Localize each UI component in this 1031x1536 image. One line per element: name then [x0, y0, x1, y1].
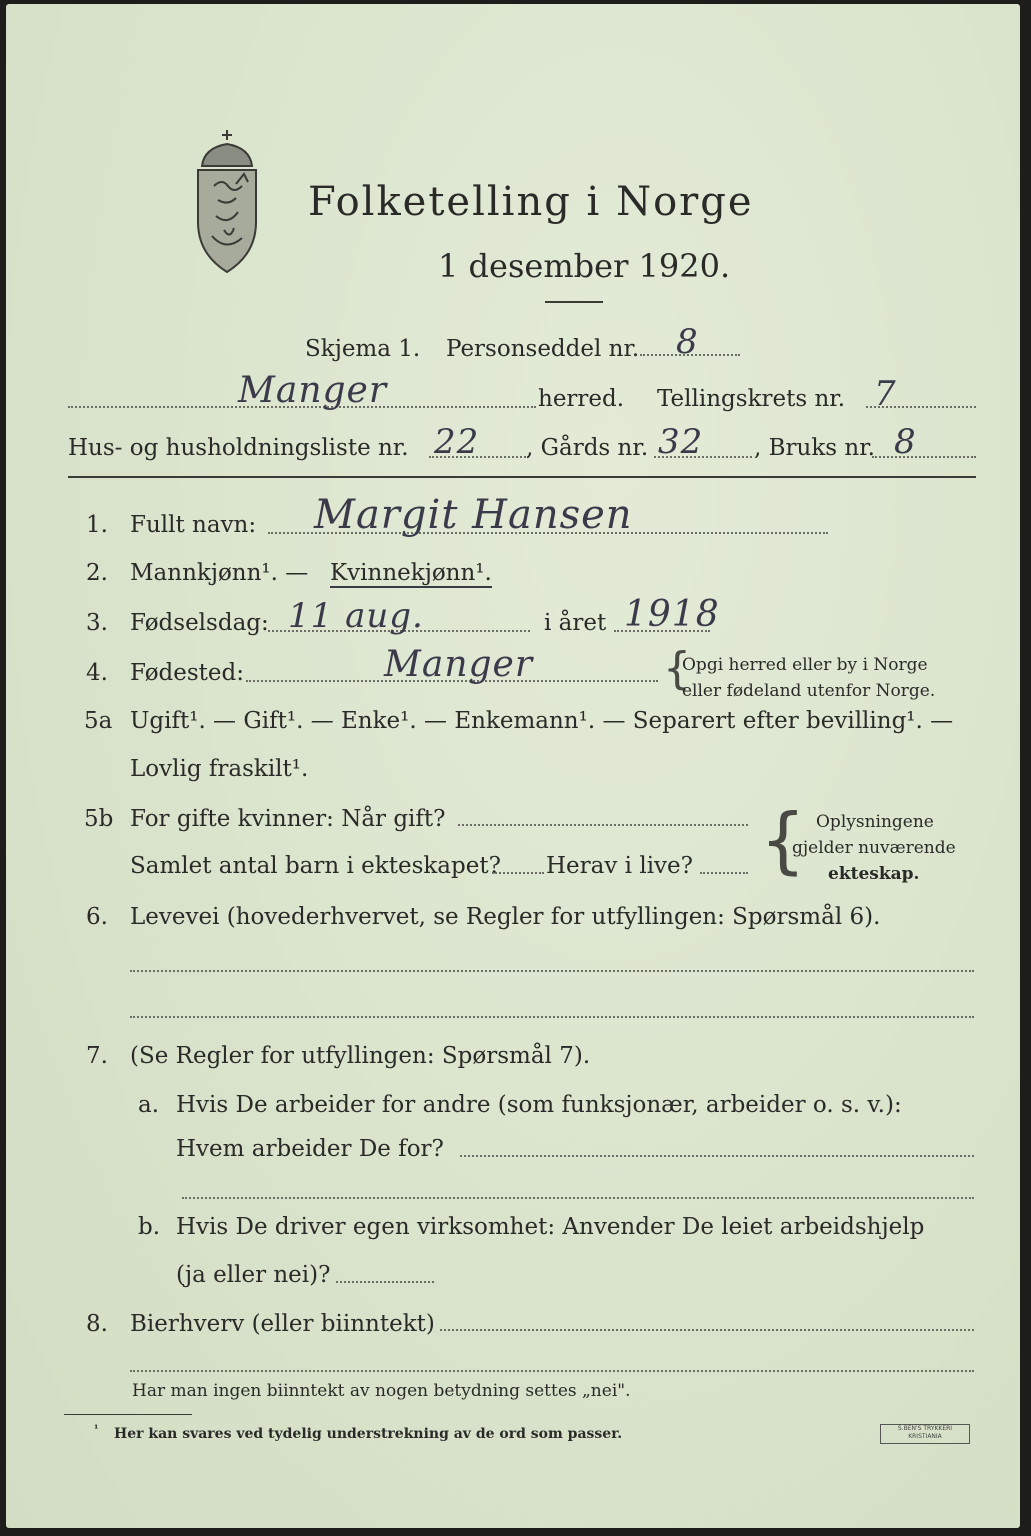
- no-income-note: Har man ingen biinntekt av nogen betydning settes „nei".: [132, 1381, 631, 1401]
- gards-value: 32: [658, 422, 704, 462]
- form-title: Folketelling i Norge: [308, 179, 754, 225]
- gards-label: , Gårds nr.: [526, 435, 649, 461]
- q5b-alive-label: Herav i live?: [546, 853, 693, 879]
- q4-note-brace: {: [663, 643, 691, 694]
- q2-number: 2.: [86, 560, 108, 586]
- q1-number: 1.: [86, 512, 108, 538]
- q6-line-2: [130, 1016, 974, 1018]
- q7a-line-2: [182, 1197, 974, 1199]
- q7b-line: [336, 1281, 434, 1283]
- q7a-label-2: Hvem arbeider De for?: [176, 1136, 444, 1162]
- q7-number: 7.: [86, 1043, 108, 1069]
- title-divider: [545, 301, 603, 303]
- q5b-note-line-3: ekteskap.: [828, 864, 920, 884]
- schema-label: Skjema 1.: [305, 336, 421, 362]
- q5a-number: 5a: [84, 708, 113, 734]
- footnote-text: Her kan svares ved tydelig understrekning av de ord som passer.: [114, 1426, 623, 1442]
- q2-female-option-underlined: Kvinnekjønn¹.: [330, 560, 492, 586]
- q5b-note-line-2: gjelder nuværende: [792, 838, 956, 858]
- q4-label: Fødested:: [130, 660, 245, 686]
- q5a-divorced-option: Lovlig fraskilt¹.: [130, 756, 309, 782]
- q6-label: Levevei (hovederhvervet, se Regler for utfyllingen: Spørsmål 6).: [130, 904, 881, 930]
- bruks-value: 8: [894, 422, 917, 462]
- q5b-note-brace: {: [760, 798, 806, 882]
- q7b-label-1: Hvis De driver egen virksomhet: Anvender De leiet arbeidshjelp: [176, 1214, 925, 1240]
- coat-of-arms-icon: [184, 126, 270, 276]
- q1-label: Fullt navn:: [130, 512, 257, 538]
- q5b-children-line: [492, 872, 544, 874]
- footnote-mark: ¹: [94, 1424, 99, 1435]
- q4-number: 4.: [86, 660, 108, 686]
- tellingskrets-value: 7: [874, 374, 897, 414]
- q1-full-name: Margit Hansen: [314, 492, 633, 538]
- header-rule: [68, 476, 976, 478]
- q7b-label-2: (ja eller nei)?: [176, 1262, 331, 1288]
- q6-number: 6.: [86, 904, 108, 930]
- household-list-value: 22: [434, 422, 480, 462]
- q3-year-value: 1918: [624, 594, 720, 635]
- q3-number: 3.: [86, 610, 108, 636]
- q4-note-line-2: eller fødeland utenfor Norge.: [682, 681, 936, 701]
- q5b-married-when-line: [458, 824, 748, 826]
- printer-stamp: S.BEN'S TRYKKERI KRISTIANIA: [880, 1424, 970, 1444]
- bruks-label: , Bruks nr.: [754, 435, 875, 461]
- q3-year-label: i året: [544, 610, 607, 636]
- census-form-sheet: [6, 4, 1020, 1528]
- q5b-number: 5b: [84, 806, 114, 832]
- herred-value: Manger: [238, 370, 388, 411]
- q7a-label-1: Hvis De arbeider for andre (som funksjonær, arbeider o. s. v.):: [176, 1092, 902, 1118]
- personseddel-label: Personseddel nr.: [446, 336, 640, 362]
- tellingskrets-label: Tellingskrets nr.: [657, 386, 846, 412]
- q8-line-2: [130, 1370, 974, 1372]
- q2-male-option: Mannkjønn¹. —: [130, 560, 309, 586]
- q3-birthday-value: 11 aug.: [288, 596, 424, 636]
- q4-note-line-1: Opgi herred eller by i Norge: [682, 655, 928, 675]
- herred-label: herred.: [538, 386, 625, 412]
- q8-label: Bierhverv (eller biinntekt): [130, 1311, 435, 1337]
- q7b-letter: b.: [138, 1214, 161, 1240]
- q4-birthplace-value: Manger: [384, 644, 534, 685]
- q5b-note-line-1: Oplysningene: [816, 812, 934, 832]
- q5a-marital-options: Ugift¹. — Gift¹. — Enke¹. — Enkemann¹. — Separert efter bevilling¹. —: [130, 708, 954, 734]
- q6-line-1: [130, 970, 974, 972]
- footnote-rule: [64, 1414, 192, 1415]
- census-date: 1 desember 1920.: [438, 247, 731, 285]
- bruks-line: [872, 456, 976, 458]
- q5b-alive-line: [700, 872, 748, 874]
- q7a-letter: a.: [138, 1092, 160, 1118]
- household-list-label: Hus- og husholdningsliste nr.: [68, 435, 409, 461]
- q8-number: 8.: [86, 1311, 108, 1337]
- q3-label: Fødselsdag:: [130, 610, 269, 636]
- q5b-children-label: Samlet antal barn i ekteskapet?: [130, 853, 501, 879]
- q8-line-1: [440, 1329, 974, 1331]
- q7-label: (Se Regler for utfyllingen: Spørsmål 7).: [130, 1043, 591, 1069]
- q5b-married-when-label: For gifte kvinner: Når gift?: [130, 806, 446, 832]
- personseddel-value: 8: [676, 322, 699, 362]
- q7a-line-1: [460, 1155, 974, 1157]
